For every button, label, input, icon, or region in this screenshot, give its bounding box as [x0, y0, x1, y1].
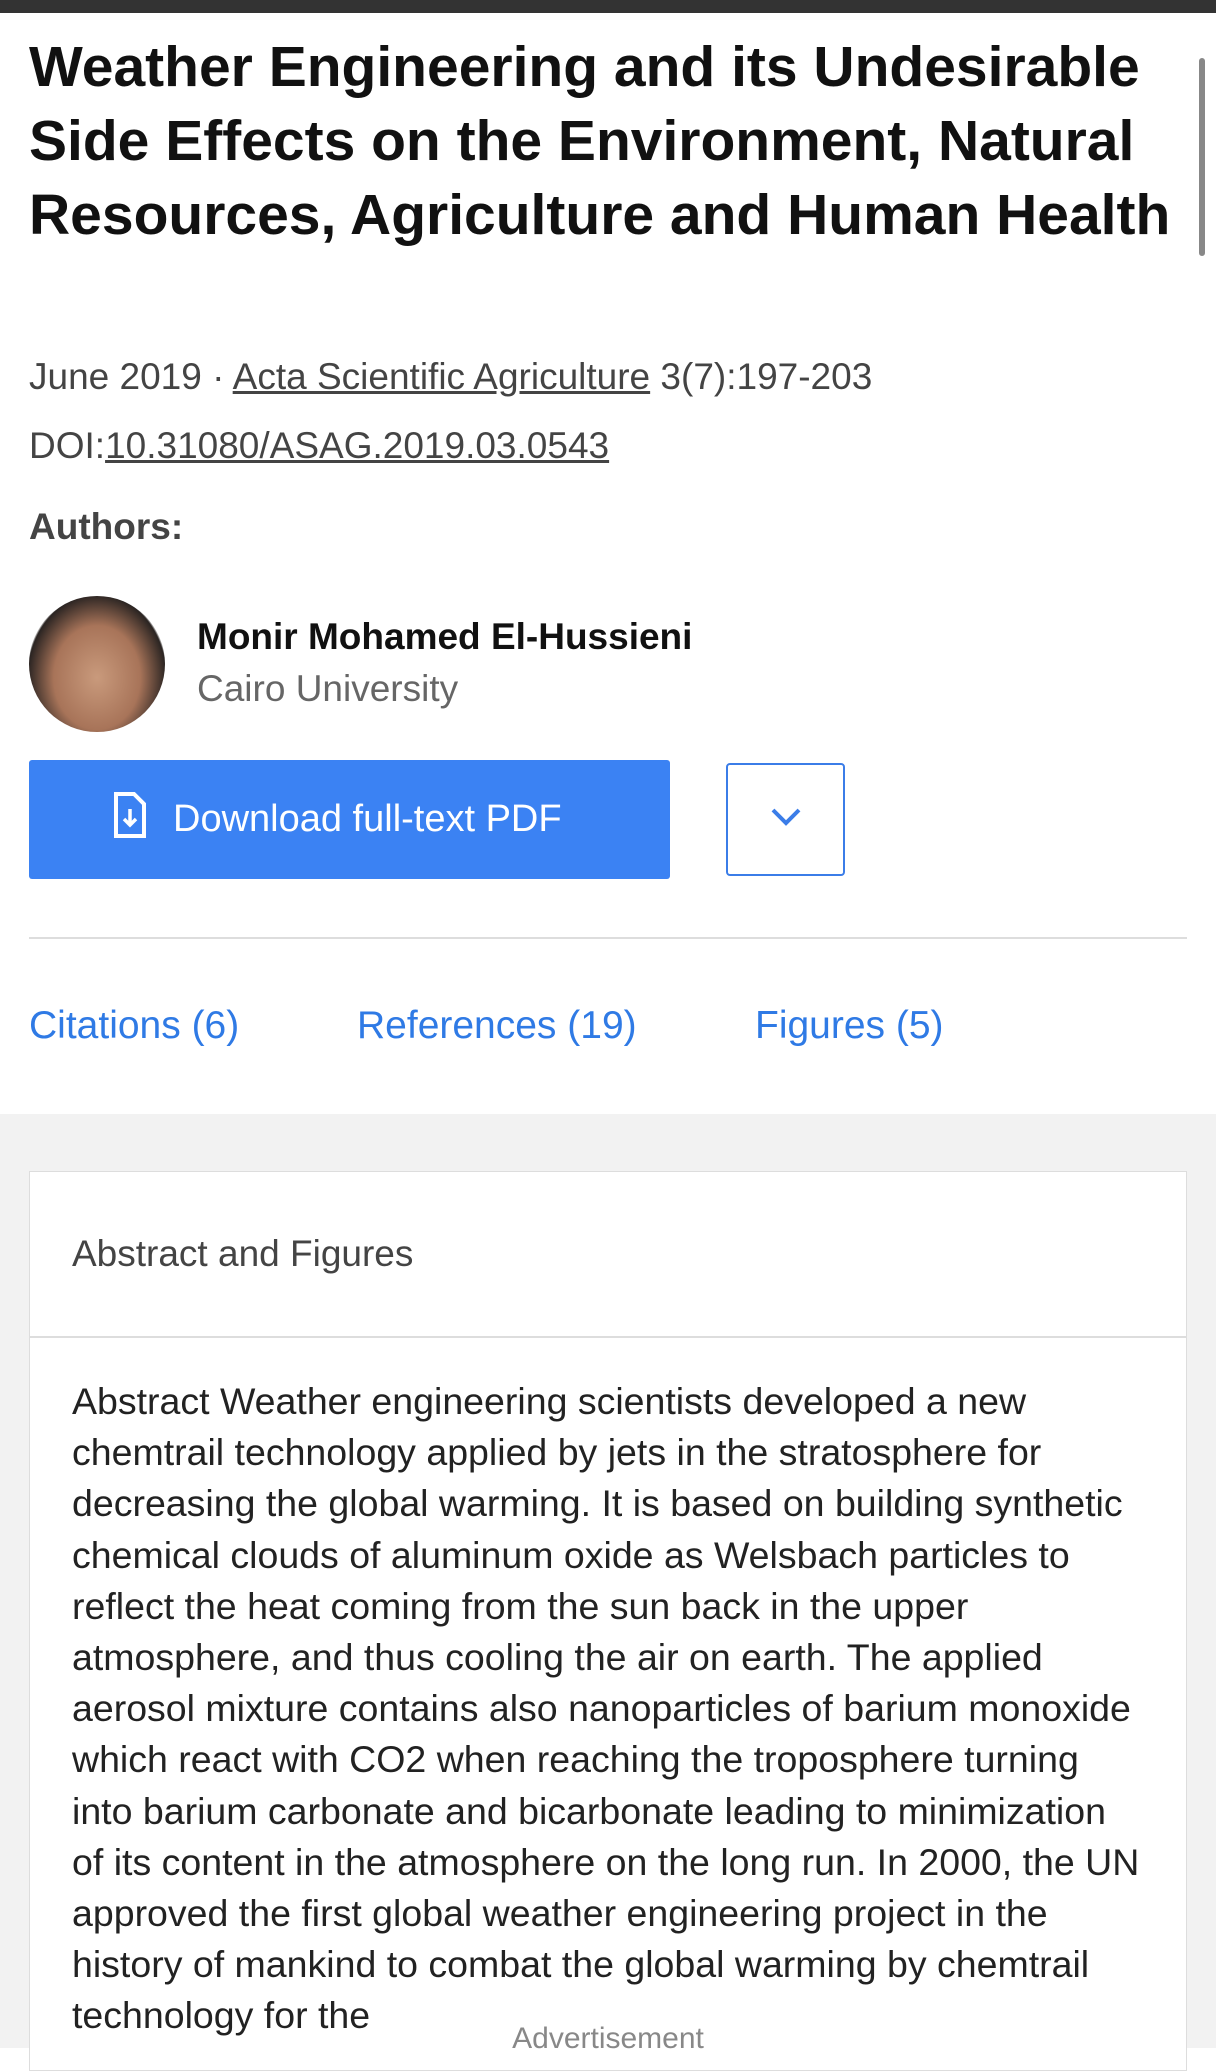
- author-name[interactable]: Monir Mohamed El-Hussieni: [197, 616, 693, 657]
- author-avatar[interactable]: [29, 596, 165, 732]
- download-pdf-button[interactable]: [29, 760, 670, 879]
- author-affiliation: Cairo University: [197, 668, 459, 709]
- page-title: Weather Engineering and its Undesirable Side Effects on the Environment, Natural Resources, Agriculture and Human Health: [29, 35, 1171, 247]
- pub-pages: 3(7):197-203: [650, 356, 873, 397]
- abstract-card: [29, 1171, 1187, 2071]
- tab-figures[interactable]: Figures (5): [755, 1004, 944, 1047]
- doi-label: DOI:: [29, 425, 106, 466]
- card-header: Abstract and Figures: [30, 1172, 1186, 1338]
- advertisement-label: Advertisement: [512, 2022, 704, 2055]
- pub-date: June 2019 ·: [29, 356, 233, 397]
- scrollbar[interactable]: [1199, 58, 1205, 256]
- journal-link[interactable]: Acta Scientific Agriculture: [232, 356, 651, 397]
- divider: [29, 937, 1187, 939]
- tab-references[interactable]: References (19): [357, 1004, 637, 1047]
- abstract-text: Abstract Weather engineering scientists developed a new chemtrail technology applied by jets in the stratosphere for decreasing the global warming. It is based on building synthetic chemical clouds of aluminum oxide as Welsbach particles to reflect the heat coming from the sun back in the upper atmosphere, and thus cooling the air on earth. The applied aerosol mixture contains also nanoparticles of barium monoxide which react with CO2 when reaching the troposphere turning into barium carbonate and bicarbonate leading to minimization of its content in the atmosphere on the long run. In 2000, the UN approved the first global weather engineering project in the history of mankind to combat the global warming by chemtrail technology for the: [72, 1380, 1140, 2037]
- download-label: Download full-text PDF: [173, 798, 562, 840]
- publication-meta: [29, 356, 872, 398]
- top-bar: [0, 0, 1216, 13]
- file-download-icon: [113, 791, 147, 849]
- authors-label: Authors:: [29, 506, 184, 547]
- doi-line: [29, 425, 609, 467]
- more-options-dropdown[interactable]: [726, 763, 845, 876]
- doi-link[interactable]: 10.31080/ASAG.2019.03.0543: [105, 425, 610, 466]
- chevron-down-icon: [769, 806, 803, 833]
- tab-citations[interactable]: Citations (6): [29, 1004, 240, 1047]
